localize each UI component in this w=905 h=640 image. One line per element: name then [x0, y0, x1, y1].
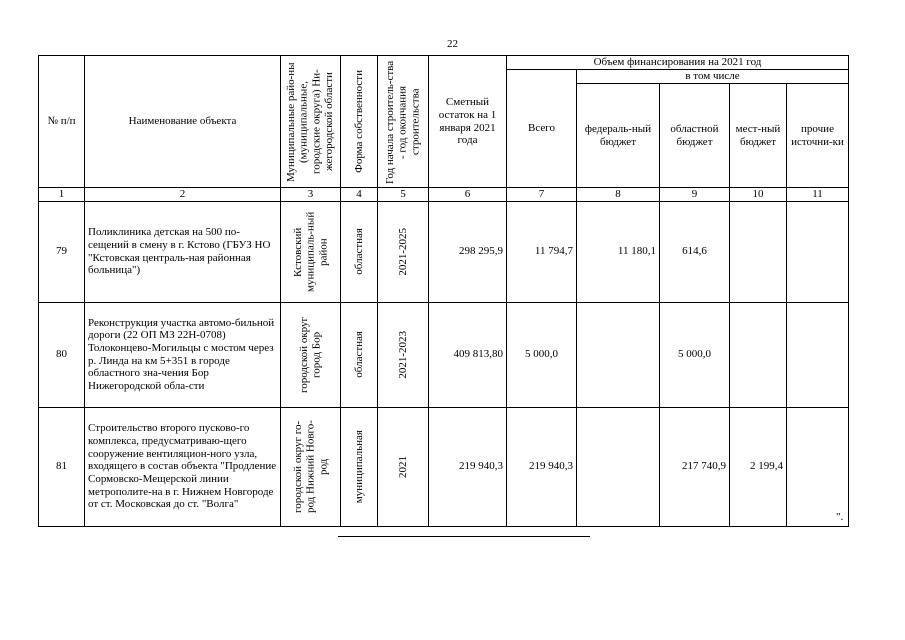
row-federal	[577, 407, 660, 526]
column-number: 7	[507, 188, 577, 202]
header-ownership	[341, 56, 378, 188]
row-district-text: Кстовский муниципаль-ный район	[291, 211, 329, 292]
financing-table	[38, 55, 849, 527]
header-federal: федераль-ный бюджет	[577, 84, 660, 188]
header-district	[281, 56, 341, 188]
row-local	[730, 201, 787, 302]
column-numbers-row	[39, 188, 849, 202]
row-ownership-text: областная	[352, 331, 365, 378]
row-federal: 11 180,1	[577, 201, 660, 302]
row-num: 81	[39, 407, 85, 526]
row-years	[378, 302, 429, 407]
column-number: 1	[39, 188, 85, 202]
row-name: Поликлиника детская на 500 по-сещений в смену в г. Кстово (ГБУЗ НО "Кстовская централь-ная районная больница")	[85, 201, 281, 302]
row-district-text: городской округ го-род Нижний Новго-род	[291, 420, 329, 514]
header-years-text: Год начала строитель-ства - год окончания строительства	[384, 59, 422, 184]
column-number: 10	[730, 188, 787, 202]
row-years	[378, 407, 429, 526]
row-years-text: 2021-2025	[396, 227, 409, 276]
column-number: 9	[660, 188, 730, 202]
row-estimate: 409 813,80	[429, 302, 507, 407]
row-regional: 5 000,0	[660, 302, 730, 407]
header-estimate: Сметный остаток на 1 января 2021 года	[429, 56, 507, 188]
row-ownership-text: областная	[352, 228, 365, 275]
signature-line	[338, 536, 590, 537]
column-number: 2	[85, 188, 281, 202]
row-num: 79	[39, 201, 85, 302]
row-ownership-text: муниципальная	[352, 430, 365, 504]
row-years-text: 2021-2023	[396, 330, 409, 379]
header-years	[378, 56, 429, 188]
header-including: в том числе	[577, 70, 849, 84]
row-total: 219 940,3	[507, 407, 577, 526]
column-number: 6	[429, 188, 507, 202]
column-number: 3	[281, 188, 341, 202]
row-years-text: 2021	[396, 455, 409, 478]
header-local: мест-ный бюджет	[730, 84, 787, 188]
header-num: № п/п	[39, 56, 85, 188]
row-district	[281, 302, 341, 407]
row-years	[378, 201, 429, 302]
table-row	[39, 201, 849, 302]
header-ownership-text: Форма собственности	[352, 70, 365, 173]
row-federal	[577, 302, 660, 407]
closing-quote-mark: ".	[836, 511, 844, 523]
column-number: 11	[787, 188, 849, 202]
header-financing: Объем финансирования на 2021 год	[507, 56, 849, 70]
header-district-text: Муниципальные райо-ны (муниципальные, городские округа) Ни-жегородской области	[285, 61, 336, 182]
row-ownership	[341, 407, 378, 526]
header-total: Всего	[507, 70, 577, 188]
column-number: 8	[577, 188, 660, 202]
column-number: 4	[341, 188, 378, 202]
row-total: 11 794,7	[507, 201, 577, 302]
row-total: 5 000,0	[507, 302, 577, 407]
row-estimate: 298 295,9	[429, 201, 507, 302]
row-other	[787, 201, 849, 302]
row-num: 80	[39, 302, 85, 407]
row-ownership	[341, 201, 378, 302]
row-other	[787, 407, 849, 526]
row-ownership	[341, 302, 378, 407]
page-number: 22	[447, 38, 458, 50]
row-local	[730, 302, 787, 407]
row-local: 2 199,4	[730, 407, 787, 526]
row-estimate: 219 940,3	[429, 407, 507, 526]
row-district	[281, 407, 341, 526]
table-row	[39, 302, 849, 407]
row-district	[281, 201, 341, 302]
header-name: Наименование объекта	[85, 56, 281, 188]
row-other	[787, 302, 849, 407]
header-other: прочие источни-ки	[787, 84, 849, 188]
table-row	[39, 407, 849, 526]
row-name: Строительство второго пусково-го комплекса, предусматриваю-щего сооружение вентиляцион-ного узла, входящего в состав объекта "Продление Сормовско-Мещерской линии метрополите-на в г. Нижнем Новгороде от ст. Московская до ст. "Волга"	[85, 407, 281, 526]
header-regional: областной бюджет	[660, 84, 730, 188]
row-district-text: городской округ город Бор	[297, 316, 323, 393]
row-name: Реконструкция участка автомо-бильной дороги (22 ОП МЗ 22Н-0708) Толоконцево-Могильцы с мостом через р. Линда на км 5+351 в городе областного зна-чения Бор Нижегородской обла-сти	[85, 302, 281, 407]
row-regional: 614,6	[660, 201, 730, 302]
row-regional: 217 740,9	[660, 407, 730, 526]
column-number: 5	[378, 188, 429, 202]
